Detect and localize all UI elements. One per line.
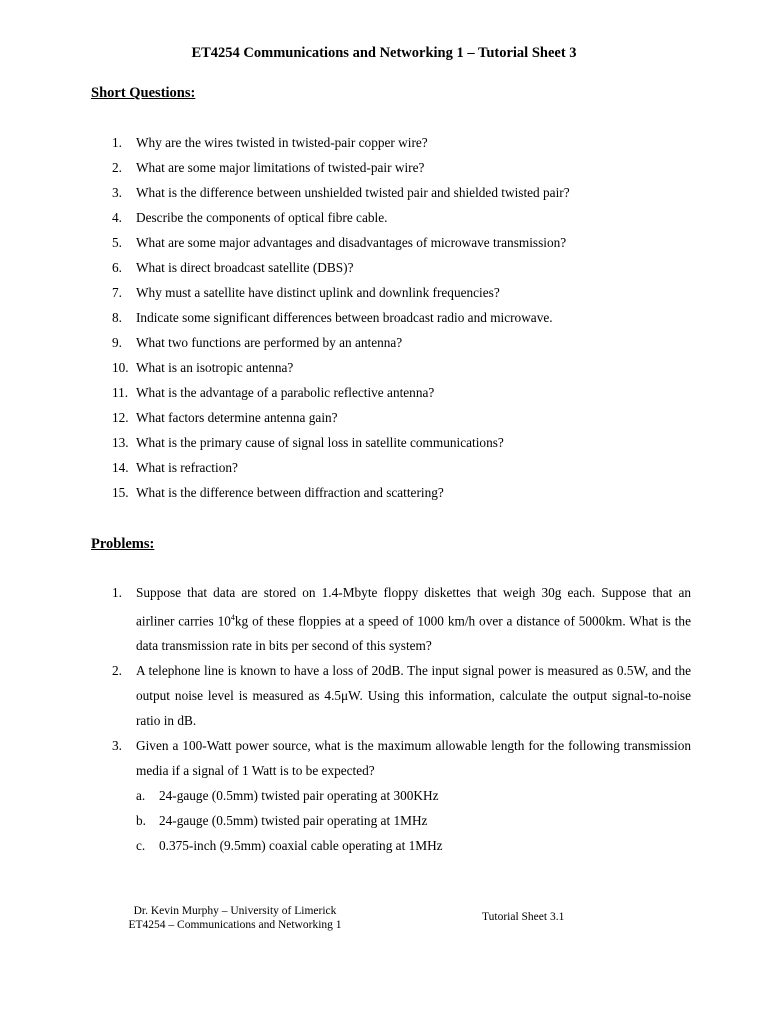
problems-list — [91, 580, 691, 858]
question-text: What two functions are performed by an antenna? — [136, 334, 403, 350]
question-text: What is the difference between unshielded twisted pair and shielded twisted pair? — [136, 184, 570, 200]
item-number: 3. — [112, 184, 122, 200]
question-text: What factors determine antenna gain? — [136, 409, 338, 425]
sub-letter: c. — [136, 838, 146, 854]
item-number: 13. — [112, 434, 129, 450]
item-number: 10. — [112, 359, 129, 375]
question-text: Describe the components of optical fibre cable. — [136, 209, 388, 225]
question-text: What is the advantage of a parabolic reflective antenna? — [136, 384, 435, 400]
question-text: What are some major limitations of twisted-pair wire? — [136, 159, 425, 175]
item-number: 4. — [112, 209, 122, 225]
sub-text: 0.375-inch (9.5mm) coaxial cable operating at 1MHz — [159, 838, 443, 854]
question-text: Why are the wires twisted in twisted-pair copper wire? — [136, 134, 428, 150]
sub-letter: a. — [136, 788, 146, 804]
sub-text: 24-gauge (0.5mm) twisted pair operating at 1MHz — [159, 813, 428, 829]
question-text: Why must a satellite have distinct uplink and downlink frequencies? — [136, 284, 500, 300]
question-text: What is direct broadcast satellite (DBS)? — [136, 259, 354, 275]
item-number: 5. — [112, 234, 122, 250]
problems-heading: Problems: — [91, 536, 155, 552]
list-item — [91, 230, 691, 255]
item-number: 7. — [112, 284, 122, 300]
problem-text: Suppose that data are stored on 1.4-Mbyte floppy diskettes that weigh 30g each. Suppose that an airliner carries $10^4kg$ of these floppies at a speed of 1000 km/h over a distance of 5000km. What is the data transmission rate in bits per second of this system? — [136, 585, 691, 654]
short-questions-heading: Short Questions: — [91, 85, 196, 101]
sub-letter: b. — [136, 813, 146, 829]
sub-item — [91, 808, 691, 833]
footer-page-label: Tutorial Sheet 3.1 — [482, 911, 565, 923]
list-item — [91, 455, 691, 480]
item-number: 14. — [112, 459, 129, 475]
item-number: 15. — [112, 484, 129, 500]
page-title: ET4254 Communications and Networking 1 – Tutorial Sheet 3 — [191, 45, 577, 61]
question-text: What is the primary cause of signal loss in satellite communications? — [136, 434, 504, 450]
list-item — [91, 305, 691, 330]
short-questions-list — [91, 130, 691, 505]
list-item — [91, 380, 691, 405]
item-number: 6. — [112, 259, 122, 275]
sub-text: 24-gauge (0.5mm) twisted pair operating at 300KHz — [159, 788, 439, 804]
item-number: 8. — [112, 309, 122, 325]
sub-item — [91, 783, 691, 808]
item-number: 3. — [112, 738, 122, 754]
item-number: 1. — [112, 134, 122, 150]
item-number: 1. — [112, 585, 122, 600]
item-number: 9. — [112, 334, 122, 350]
question-text: What is an isotropic antenna? — [136, 359, 294, 375]
list-item — [91, 155, 691, 180]
question-text: What are some major advantages and disadvantages of microwave transmission? — [136, 234, 567, 250]
footer-line: ET4254 – Communications and Networking 1 — [128, 919, 342, 931]
list-item — [91, 430, 691, 455]
footer-line: Dr. Kevin Murphy – University of Limerick — [133, 905, 337, 917]
problem-text: A telephone line is known to have a loss of 20dB. The input signal power is measured as 0.5W, and the output noise level is measured as 4.5μW. Using this information, calculate the output signal-to-noise ratio in dB. — [136, 663, 691, 729]
problem-text: Given a 100-Watt power source, what is the maximum allowable length for the following transmission media if a signal of 1 Watt is to be expected? — [136, 738, 691, 779]
item-number: 2. — [112, 159, 122, 175]
sub-item — [91, 833, 691, 858]
list-item — [91, 355, 691, 380]
question-text: Indicate some significant differences between broadcast radio and microwave. — [136, 309, 553, 325]
list-item — [91, 130, 691, 155]
footer-author — [110, 904, 360, 932]
list-item — [91, 480, 691, 505]
question-text: What is refraction? — [136, 459, 238, 475]
list-item — [91, 330, 691, 355]
list-item — [91, 180, 691, 205]
list-item — [91, 205, 691, 230]
problem-item — [91, 658, 691, 733]
item-number: 12. — [112, 409, 129, 425]
problem-item — [91, 733, 691, 783]
list-item — [91, 255, 691, 280]
question-text: What is the difference between diffraction and scattering? — [136, 484, 444, 500]
list-item — [91, 405, 691, 430]
item-number: 11. — [112, 384, 129, 400]
item-number: 2. — [112, 663, 122, 679]
list-item — [91, 280, 691, 305]
problem-item — [91, 580, 691, 658]
